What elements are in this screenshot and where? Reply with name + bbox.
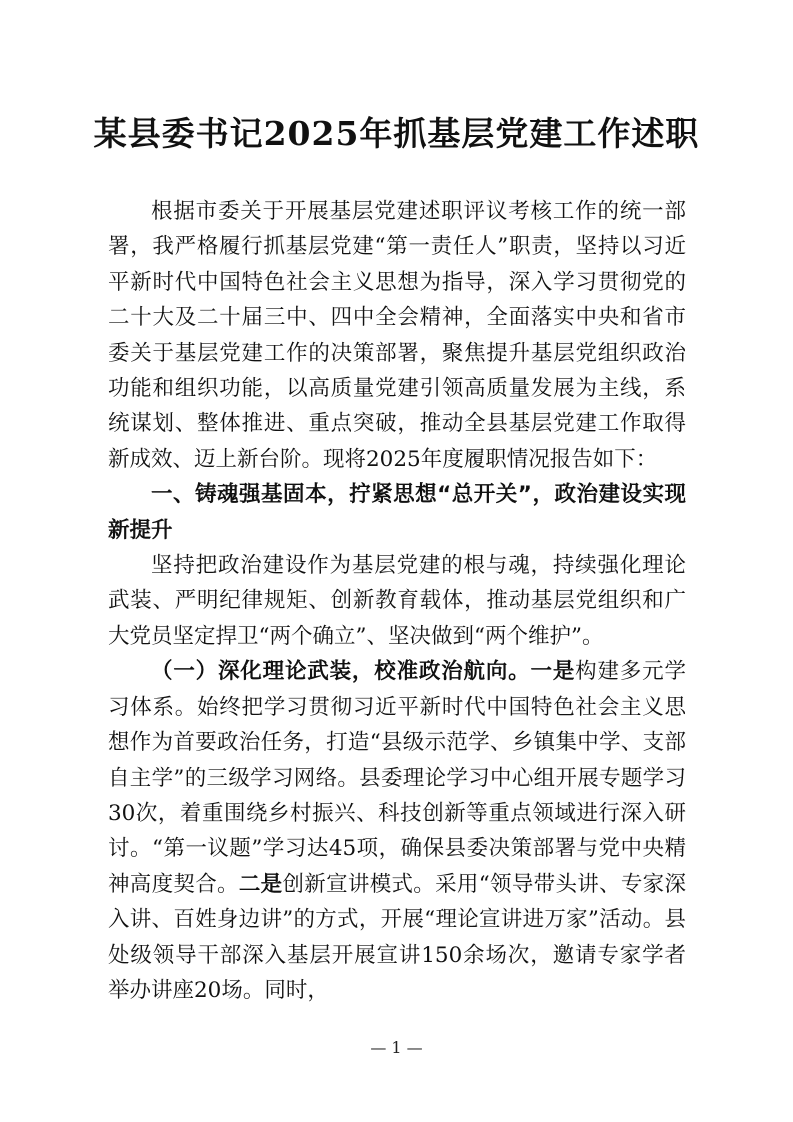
point-label: 二是	[238, 871, 283, 897]
point-text: 创新宣讲模式。采用“领导带头讲、专家深入讲、百姓身边讲”的方式，开展“理论宣讲进万家”活动。县处级领导干部深入基层开展宣讲150余场次，邀请专家学者举办讲座20场。同时，	[108, 871, 686, 1003]
page-number: — 1 —	[370, 1038, 423, 1057]
subsection-heading: （一）深化理论武装，校准政治航向。	[151, 659, 531, 685]
subsection-paragraph	[108, 654, 686, 1008]
section-paragraph: 坚持把政治建设作为基层党建的根与魂，持续强化理论武装、严明纪律规矩、创新教育载体，推动基层党组织和广大党员坚定捍卫“两个确立”、坚决做到“两个维护”。	[108, 553, 686, 649]
section-heading: 一、铸魂强基固本，拧紧思想“总开关”，政治建设实现新提升	[108, 482, 686, 543]
document-title: 某县委书记2025年抓基层党建工作述职	[93, 114, 700, 153]
intro-paragraph: 根据市委关于开展基层党建述职评议考核工作的统一部署，我严格履行抓基层党建“第一责任人”职责，坚持以习近平新时代中国特色社会主义思想为指导，深入学习贯彻党的二十大及二十届三中、四中全会精神，全面落实中央和省市委关于基层党建工作的决策部署，聚焦提升基层党组织政治功能和组织功能，以高质量党建引领高质量发展为主线，系统谋划、整体推进、重点突破，推动全县基层党建工作取得新成效、迈上新台阶。现将2025年度履职情况报告如下：	[108, 199, 686, 472]
point-label: 一是	[530, 659, 576, 685]
document-body	[108, 194, 686, 1008]
point-text: 构建多元学习体系。始终把学习贯彻习近平新时代中国特色社会主义思想作为首要政治任务，打造“县级示范学、乡镇集中学、支部自主学”的三级学习网络。县委理论学习中心组开展专题学习30次，着重围绕乡村振兴、科技创新等重点领域进行深入研讨。“第一议题”学习达45项，确保县委决策部署与党中央精神高度契合。	[108, 659, 686, 897]
